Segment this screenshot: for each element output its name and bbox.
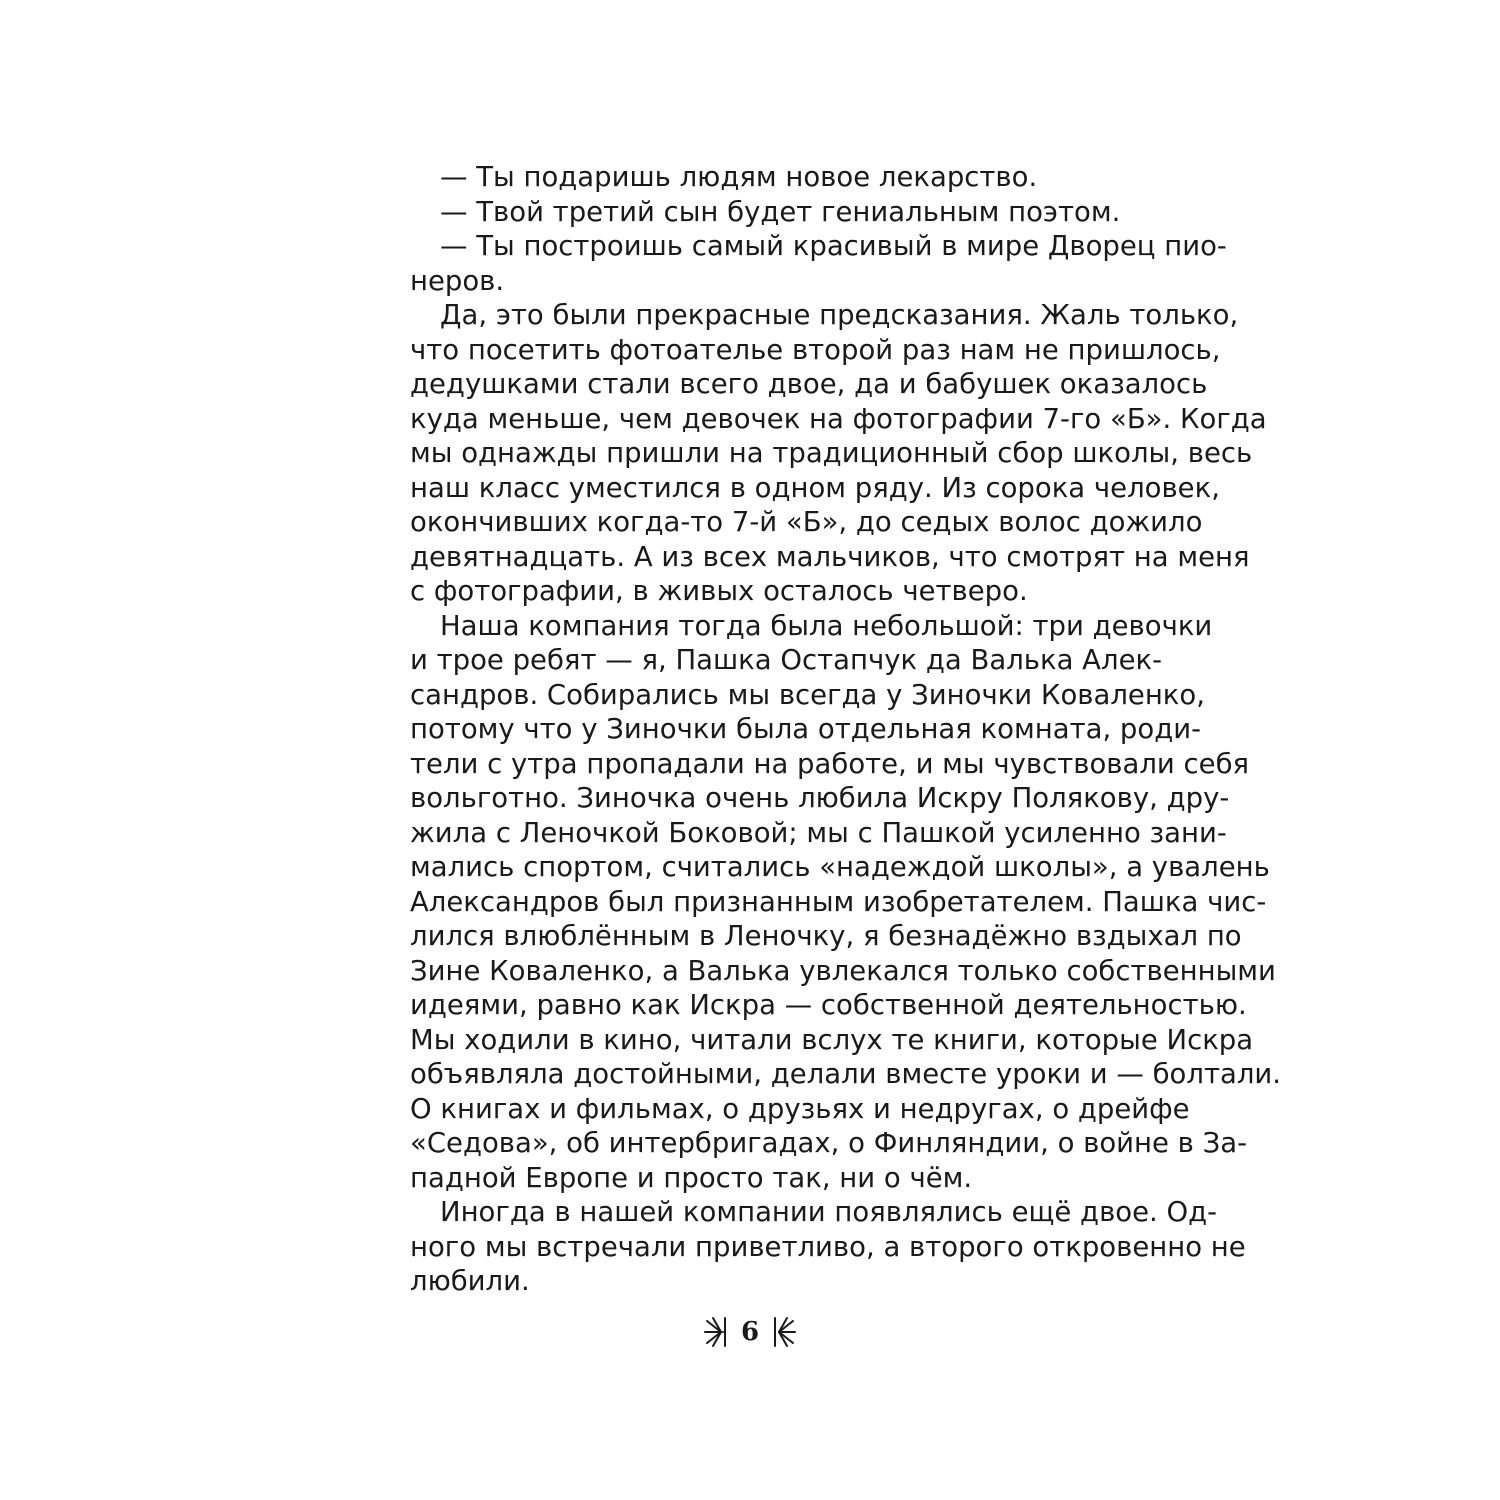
text-line: падной Европе и просто так, ни о чём.: [410, 1161, 973, 1194]
text-line: объявляла достойными, делали вместе уроки и — болтали.: [410, 1058, 1282, 1090]
text-line: наш класс уместился в одном ряду. Из сорока человек,: [410, 471, 1220, 504]
text-line: идеями, равно как Искра — собственной деятельностью.: [410, 989, 1247, 1021]
text-line: мались спортом, считались «надеждой школы», а увалень: [410, 851, 1270, 883]
paragraph-company: [410, 609, 1282, 1196]
text-line: девятнадцать. А из всех мальчиков, что смотрят на меня: [410, 540, 1250, 573]
text-line: лился влюблённым в Леночку, я безнадёжно вздыхал по: [410, 920, 1242, 952]
text-line: — Ты подаришь людям новое лекарство.: [440, 161, 1038, 193]
page-footer: [0, 1312, 1500, 1352]
text-line: «Седова», об интербригадах, о Финляндии, о войне в За-: [410, 1127, 1248, 1159]
text-line: неров.: [410, 264, 505, 297]
text-line: — Ты построишь самый красивый в мире Дворец пио-: [440, 230, 1227, 262]
text-line: с фотографии, в живых осталось четверо.: [410, 575, 1028, 607]
text-line: окончивших когда-то 7-й «Б», до седых волос дожило: [410, 506, 1203, 538]
text-line: Александров был признанным изобретателем. Пашка чис-: [410, 885, 1267, 918]
text-line: Зине Коваленко, а Валька увлекался только собственными: [410, 954, 1276, 987]
paragraph-predictions: [410, 298, 1267, 609]
text-line: ного мы встречали приветливо, а второго откровенно не: [410, 1230, 1246, 1263]
text-line: любили.: [410, 1265, 530, 1297]
text-line: куда меньше, чем девочек на фотографии 7-го «Б». Когда: [410, 402, 1267, 435]
text-line: и трое ребят — я, Пашка Остапчук да Валька Алек-: [410, 644, 1163, 676]
text-line: — Твой третий сын будет гениальным поэтом.: [440, 195, 1121, 228]
paragraph-dialogue-3: [410, 229, 1227, 298]
text-line: жила с Леночкой Боковой; мы с Пашкой усиленно зани-: [410, 816, 1227, 849]
text-line: Мы ходили в кино, читали вслух те книги, которые Искра: [410, 1023, 1254, 1056]
paragraph-dialogue-1: [410, 160, 1152, 195]
text-line: О книгах и фильмах, о друзьях и недругах, о дрейфе: [410, 1092, 1190, 1125]
text-line: что посетить фотоателье второй раз нам не пришлось,: [410, 333, 1221, 366]
text-line: мы однажды пришли на традиционный сбор школы, весь: [410, 437, 1253, 469]
text-line: дедушками стали всего двое, да и бабушек оказалось: [410, 368, 1208, 400]
starburst-ornament-icon: [773, 1316, 799, 1348]
text-line: потому что у Зиночки была отдельная комната, роди-: [410, 713, 1202, 745]
text-line: сандров. Собирались мы всегда у Зиночки Коваленко,: [410, 678, 1205, 711]
text-line: вольготно. Зиночка очень любила Искру Полякову, дру-: [410, 782, 1230, 814]
page-number: 6: [740, 1317, 760, 1347]
text-line: Да, это были прекрасные предсказания. Жаль только,: [440, 299, 1239, 331]
starburst-ornament-icon: [701, 1316, 727, 1348]
text-line: Наша компания тогда была небольшой: три девочки: [440, 609, 1213, 642]
text-line: тели с утра пропадали на работе, и мы чувствовали себя: [410, 747, 1250, 780]
paragraph-two-more: [410, 1195, 1246, 1299]
body-text: [410, 160, 1282, 1299]
paragraph-dialogue-2: [410, 195, 1152, 230]
text-line: Иногда в нашей компании появлялись ещё двое. Од-: [440, 1196, 1218, 1228]
